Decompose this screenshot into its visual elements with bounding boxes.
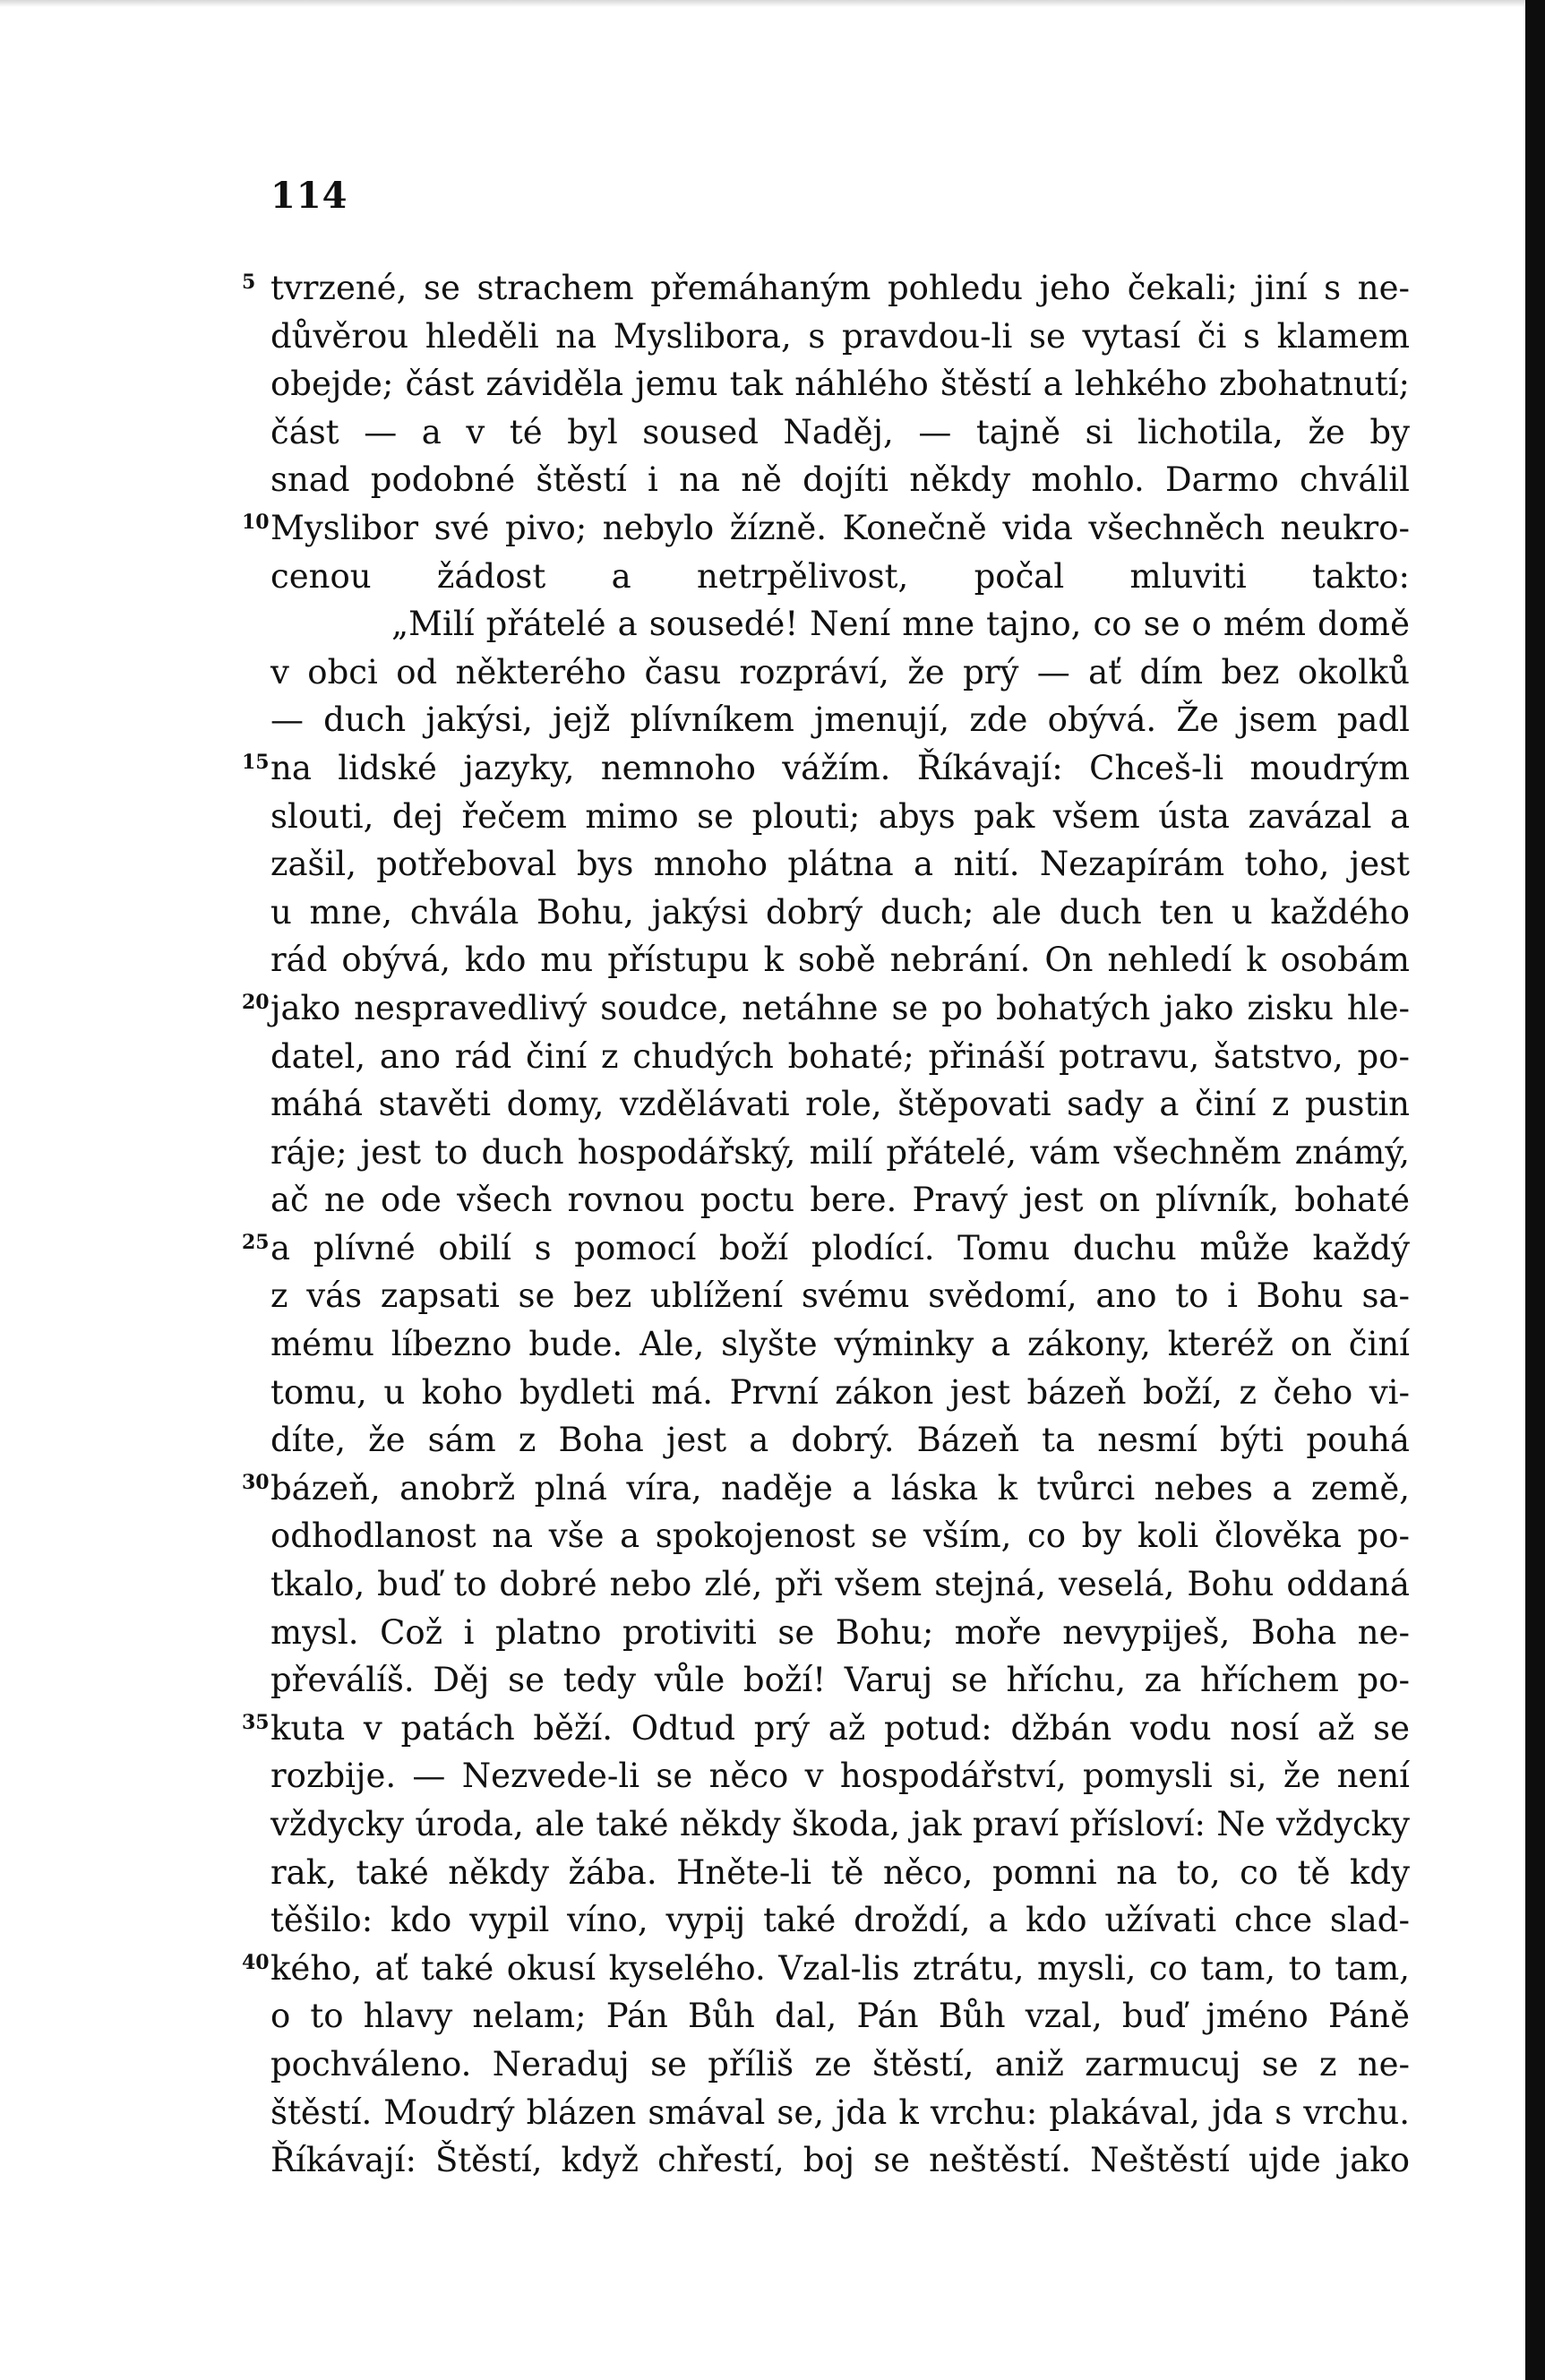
page-binding-edge (1525, 0, 1545, 2380)
line-number: 20 (242, 990, 270, 1014)
line-number: 30 (242, 1470, 270, 1494)
text-line (270, 456, 1410, 504)
line-number: 15 (242, 750, 270, 774)
line-text: štěstí. Moudrý blázen smával se, jda k vrchu: plakával, jda s vrchu. (270, 2092, 1410, 2132)
text-line (242, 1705, 1410, 1753)
text-line (242, 264, 1410, 313)
line-number: 10 (242, 510, 270, 534)
text-line (270, 649, 1410, 697)
text-line (270, 1512, 1410, 1560)
text-line (270, 313, 1410, 361)
line-text: z vás zapsati se bez ublížení svému svědomí, ano to i Bohu sa- (270, 1276, 1410, 1316)
text-line (270, 1080, 1410, 1129)
line-text: část — a v té byl soused Naděj, — tajně si lichotila, že by (270, 412, 1410, 451)
line-text: cenou žádost a netrpělivost, počal mluviti takto: (270, 556, 1410, 596)
line-text: slouti, dej řečem mimo se plouti; abys pak všem ústa zavázal a (270, 796, 1410, 836)
line-text: důvěrou hleděli na Myslibora, s pravdou-li se vytasí či s klamem (270, 316, 1410, 356)
line-text: rak, také někdy žába. Hněte-li tě něco, pomni na to, co tě kdy (270, 1852, 1410, 1892)
line-text: vždycky úroda, ale také někdy škoda, jak praví přísloví: Ne vždycky (270, 1805, 1410, 1843)
line-text: jako nespravedlivý soudce, netáhne se po bohatých jako zisku hle- (270, 988, 1410, 1027)
line-text: u mne, chvála Bohu, jakýsi dobrý duch; ale duch ten u každého (270, 892, 1410, 932)
text-line (270, 1800, 1410, 1849)
text-line (270, 840, 1410, 889)
text-line (242, 984, 1410, 1033)
line-text: odhodlanost na vše a spokojenost se vším, co by koli člověka po- (270, 1516, 1410, 1556)
page-top-edge (0, 0, 1545, 7)
text-line (270, 1656, 1410, 1705)
line-text: mysl. Což i platno protiviti se Bohu; moře nevypiješ, Boha ne- (270, 1612, 1410, 1652)
line-text: datel, ano rád činí z chudých bohaté; přináší potravu, šatstvo, po- (270, 1036, 1410, 1076)
line-number: 25 (242, 1230, 270, 1254)
text-line (242, 504, 1410, 553)
line-text: tomu, u koho bydleti má. První zákon jest bázeň boží, z čeho vi- (270, 1372, 1410, 1412)
line-text: bázeň, anobrž plná víra, naděje a láska k tvůrci nebes a země, (270, 1468, 1410, 1508)
text-line (270, 696, 1410, 744)
line-text: ráje; jest to duch hospodářský, milí přátelé, vám všechněm známý, (270, 1132, 1410, 1172)
text-line (270, 1272, 1410, 1320)
line-number: 5 (242, 271, 256, 294)
text-line (270, 1320, 1410, 1369)
text-line (270, 1896, 1410, 1945)
text-line (270, 1560, 1410, 1609)
line-text: — duch jakýsi, jejž plívníkem jmenují, zde obývá. Že jsem padl (270, 700, 1410, 740)
text-line (270, 360, 1410, 408)
text-line (270, 1369, 1410, 1417)
line-text: v obci od některého času rozpráví, že prý — ať dím bez okolků (270, 652, 1410, 692)
line-text: díte, že sám z Boha jest a dobrý. Bázeň ta nesmí býti pouhá (270, 1421, 1410, 1460)
text-line (242, 1945, 1410, 1993)
text-line (270, 1609, 1410, 1657)
line-text: Myslibor své pivo; nebylo žízně. Konečně vida všechněch neukro- (270, 508, 1410, 547)
line-text: kého, ať také okusí kyselého. Vzal-lis ztrátu, mysli, co tam, to tam, (270, 1948, 1410, 1988)
text-line (270, 1129, 1410, 1177)
line-text: snad podobné štěstí i na ně dojíti někdy mohlo. Darmo chválil (270, 460, 1410, 500)
line-text: mému líbezno bude. Ale, slyšte výminky a zákony, kteréž on činí (270, 1325, 1410, 1364)
line-text: rád obývá, kdo mu přístupu k sobě nebrání. On nehledí k osobám (270, 941, 1410, 980)
line-number: 40 (242, 1950, 270, 1974)
line-number: 35 (242, 1710, 270, 1734)
line-text: těšilo: kdo vypil víno, vypij také droždí, a kdo užívati chce slad- (270, 1901, 1410, 1940)
line-text: o to hlavy nelam; Pán Bůh dal, Pán Bůh vzal, buď jméno Páně (270, 1997, 1410, 2036)
line-text: převálíš. Děj se tedy vůle boží! Varuj se hříchu, za hříchem po- (270, 1661, 1410, 1700)
line-text: obejde; část záviděla jemu tak náhlého štěstí a lehkého zbohatnutí; (270, 365, 1410, 404)
line-text: ač ne ode všech rovnou poctu bere. Pravý jest on plívník, bohaté (270, 1181, 1410, 1220)
line-text: tkalo, buď to dobré nebo zlé, při všem stejná, veselá, Bohu oddaná (270, 1565, 1410, 1604)
text-line (270, 1992, 1410, 2041)
line-text: „Milí přátelé a sousedé! Není mne tajno, co se o mém domě (391, 605, 1410, 644)
body-text (242, 264, 1410, 2185)
line-text: tvrzené, se strachem přemáhaným pohledu jeho čekali; jiní s ne- (270, 269, 1410, 307)
line-text: a plívné obilí s pomocí boží plodící. Tomu duchu může každý (270, 1228, 1410, 1267)
text-line (270, 1176, 1410, 1224)
text-line (270, 2041, 1410, 2089)
line-text: kuta v patách běží. Odtud prý až potud: džbán vodu nosí až se (270, 1708, 1410, 1748)
text-line (270, 408, 1410, 457)
line-text: zašil, potřeboval bys mnoho plátna a nití. Nezapírám toho, jest (270, 845, 1410, 884)
text-line (242, 744, 1410, 793)
text-line (270, 1416, 1410, 1465)
line-text: Říkávají: Štěstí, když chřestí, boj se neštěstí. Neštěstí ujde jako (270, 2141, 1410, 2180)
text-line (270, 1752, 1410, 1800)
text-line (242, 1224, 1410, 1273)
text-line (270, 1033, 1410, 1081)
text-line (270, 600, 1410, 649)
text-line (270, 793, 1410, 841)
text-line (270, 2089, 1410, 2137)
line-text: rozbije. — Nezvede-li se něco v hospodářství, pomysli si, že není (270, 1757, 1410, 1796)
line-text: máhá stavěti domy, vzdělávati role, štěpovati sady a činí z pustin (270, 1085, 1410, 1124)
text-line (270, 2136, 1410, 2185)
text-line (270, 553, 1410, 601)
text-line (242, 1465, 1410, 1513)
line-text: pochváleno. Neraduj se příliš ze štěstí, aniž zarmucuj se z ne- (270, 2044, 1410, 2084)
line-text: na lidské jazyky, nemnoho vážím. Říkávají: Chceš-li moudrým (270, 748, 1410, 787)
page-number: 114 (270, 175, 348, 217)
text-line (270, 1849, 1410, 1897)
text-line (270, 936, 1410, 984)
text-line (270, 889, 1410, 937)
